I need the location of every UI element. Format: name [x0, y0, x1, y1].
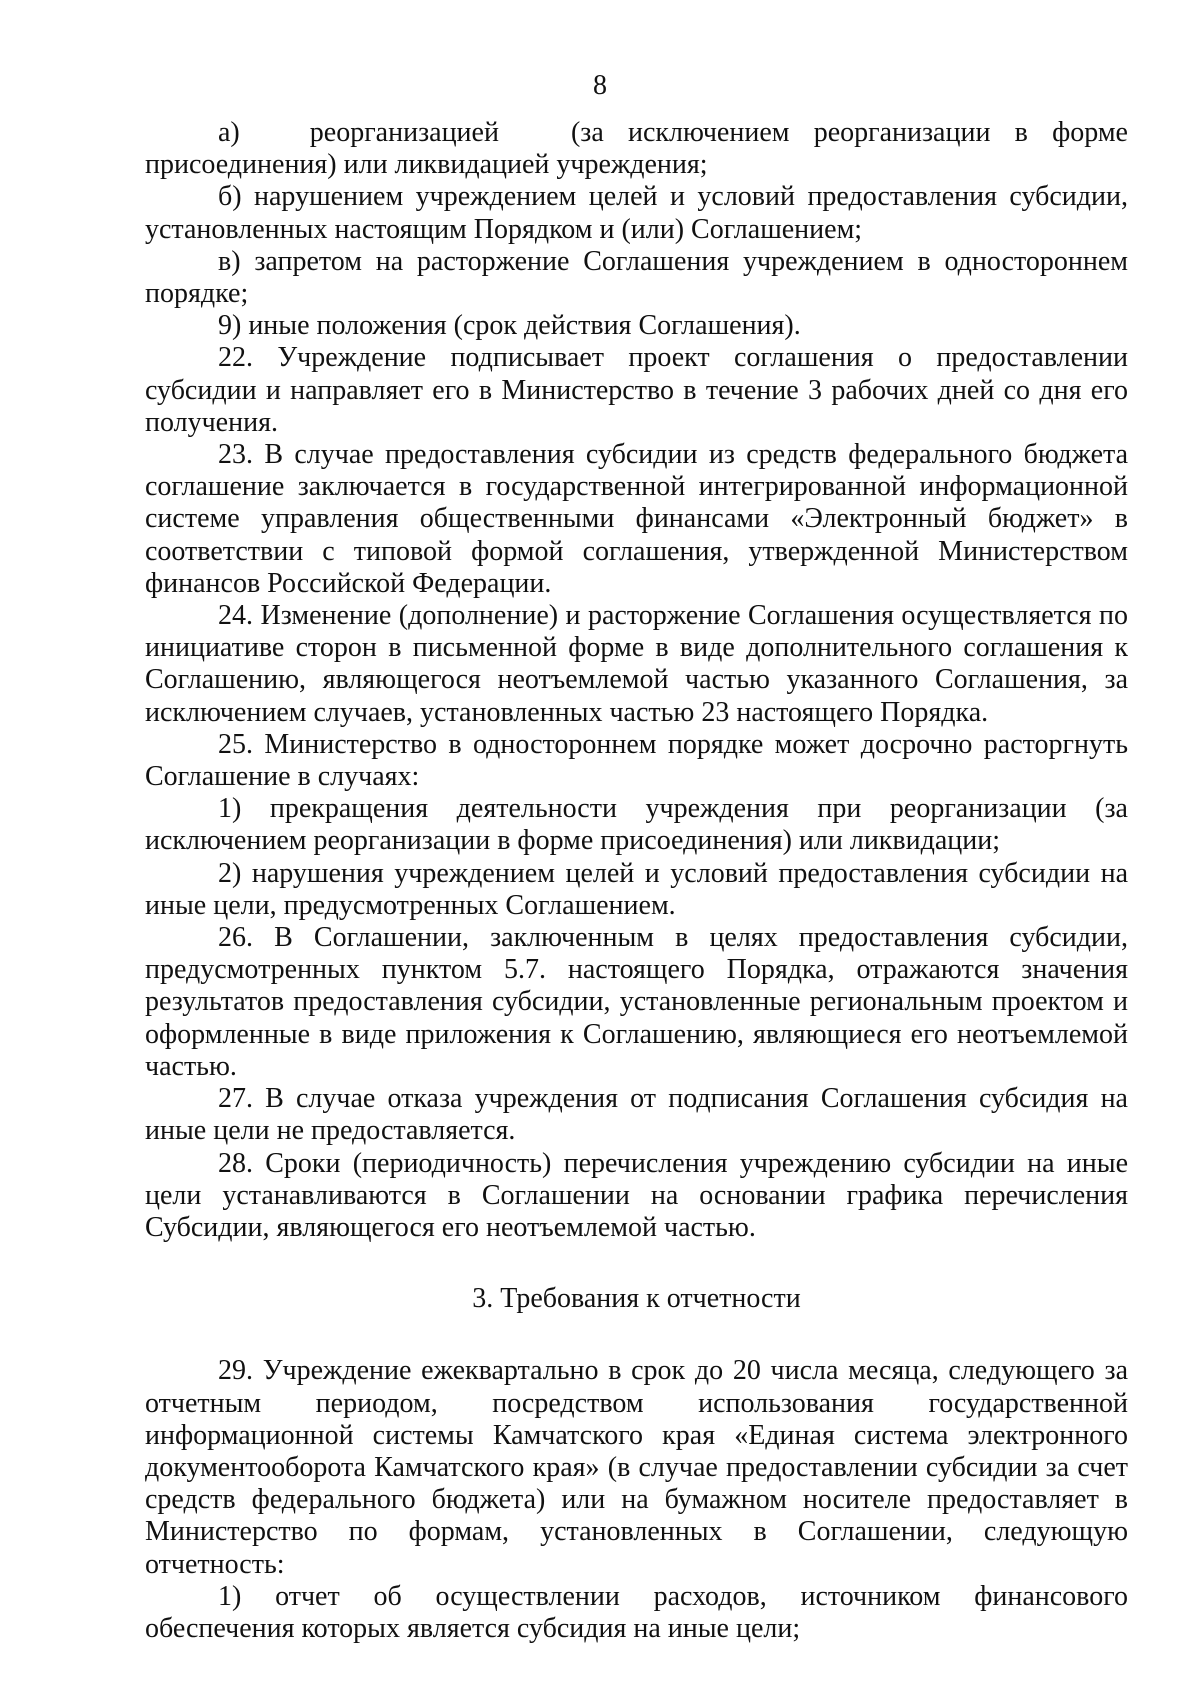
paragraph-a — [145, 117, 1128, 181]
paragraph-29: 29. Учреждение ежеквартально в срок до 20 числа месяца, следующего за отчетным периодом, посредством использования государственной информационной системы Камчатского края «Единая система электронного документооборота Камчатского края» (в случае предоставлении субсидии за счет средств федерального бюджета) или на бумажном носителе предоставляет в Министерство по формам, установленных в Соглашении, следующую отчетность: — [145, 1355, 1128, 1580]
paragraph-29-item-1-line2: обеспечения которых является субсидия на иные цели; — [145, 1612, 801, 1644]
paragraph-25-item-1-line1: 1) прекращения деятельности учреждения при реорганизации (за — [218, 793, 1128, 825]
paragraph-27: 27. В случае отказа учреждения от подписания Соглашения субсидия на иные цели не предоставляется. — [145, 1083, 1128, 1147]
paragraph-a-lead: а) — [218, 117, 240, 148]
paragraph-28: 28. Сроки (периодичность) перечисления учреждению субсидии на иные цели устанавливаются в Соглашении на основании графика перечисления Субсидии, являющегося его неотъемлемой частью. — [145, 1147, 1128, 1243]
paragraph-24: 24. Изменение (дополнение) и расторжение Соглашения осуществляется по инициативе сторон в письменной форме в виде дополнительного соглашения к Соглашению, являющегося неотъемлемой частью указанного Соглашения, за исключением случаев, установленных частью 23 настоящего Порядка. — [145, 600, 1128, 728]
paragraph-25-item-1 — [145, 793, 1128, 857]
paragraph-a-rest: (за исключением реорганизации в форме — [570, 117, 1128, 148]
paragraph-b: б) нарушением учреждением целей и условий предоставления субсидии, установленных настоящим Порядком и (или) Соглашением; — [145, 181, 1128, 245]
paragraph-a-line2: присоединения) или ликвидацией учреждения; — [145, 149, 708, 181]
section-heading: 3. Требования к отчетности — [472, 1283, 801, 1315]
paragraph-26: 26. В Соглашении, заключенным в целях предоставления субсидии, предусмотренных пунктом 5.7. настоящего Порядка, отражаются значения результатов предоставления субсидии, установленные региональным проектом и оформленные в виде приложения к Соглашению, являющиеся его неотъемлемой частью. — [145, 922, 1128, 1082]
paragraph-v: в) запретом на расторжение Соглашения учреждением в одностороннем порядке; — [145, 245, 1128, 310]
paragraph-9: 9) иные положения (срок действия Соглашения). — [218, 310, 801, 342]
paragraph-25: 25. Министерство в одностороннем порядке может досрочно расторгнуть Соглашение в случаях: — [145, 728, 1128, 793]
paragraph-25-item-1-line2: исключением реорганизации в форме присоединения) или ликвидации; — [145, 825, 1001, 857]
page-number: 8 — [593, 70, 607, 101]
document-body — [145, 117, 1128, 1645]
paragraph-22: 22. Учреждение подписывает проект соглашения о предоставлении субсидии и направляет его в Министерство в течение 3 рабочих дней со дня его получения. — [145, 342, 1128, 438]
paragraph-29-item-1 — [145, 1581, 1128, 1645]
paragraph-29-item-1-line1: 1) отчет об осуществлении расходов, источником финансового — [218, 1580, 1128, 1612]
paragraph-23: 23. В случае предоставления субсидии из средств федерального бюджета соглашение заключается в государственной интегрированной информационной системе управления общественными финансами «Электронный бюджет» в соответствии с типовой формой соглашения, утвержденной Министерством финансов Российской Федерации. — [145, 439, 1128, 599]
paragraph-25-item-2: 2) нарушения учреждением целей и условий предоставления субсидии на иные цели, предусмотренных Соглашением. — [145, 857, 1128, 921]
paragraph-a-word: реорганизацией — [309, 117, 499, 148]
